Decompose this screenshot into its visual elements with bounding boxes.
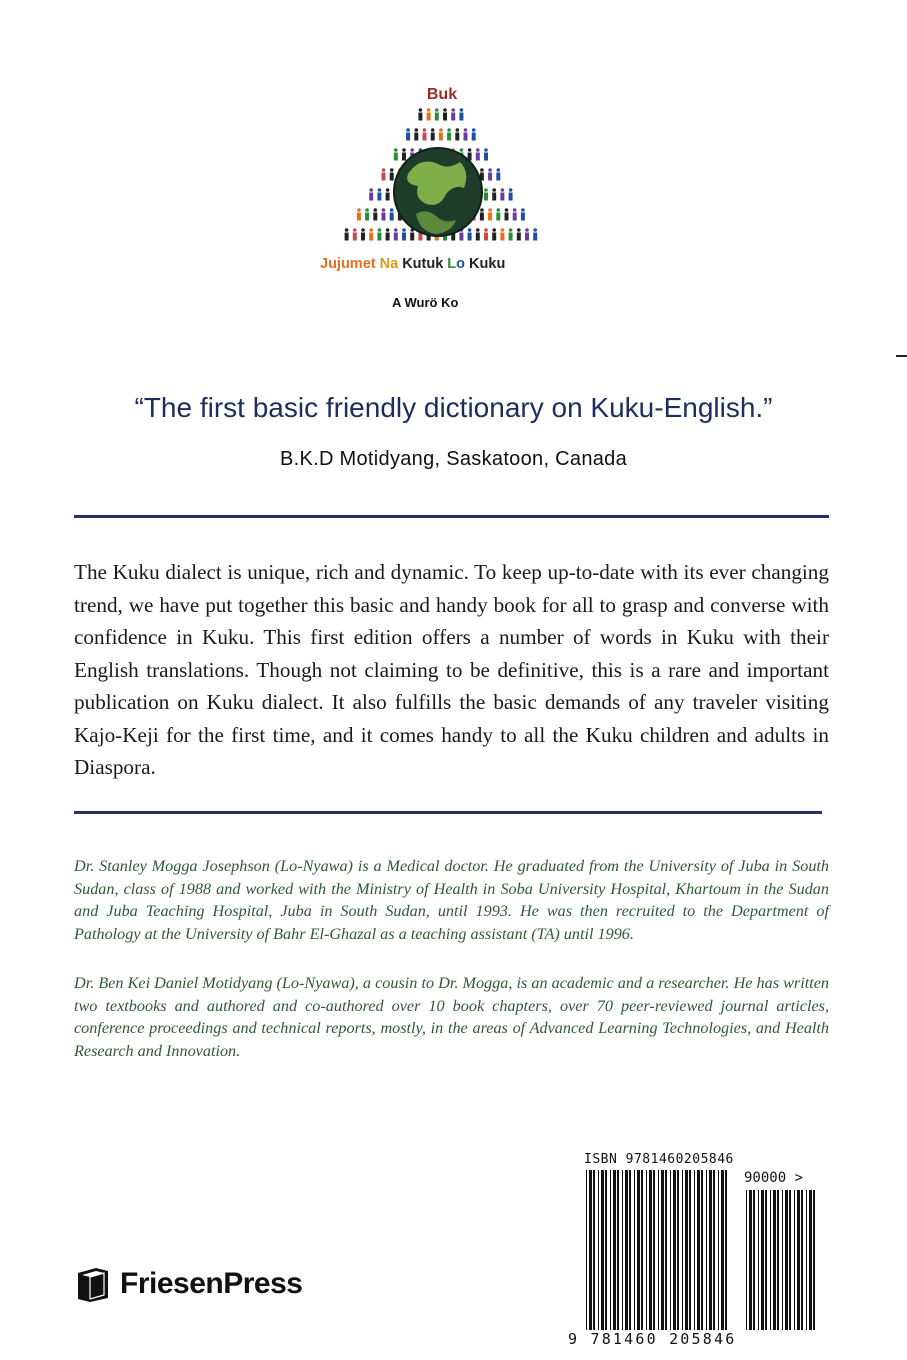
- people-pyramid-globe-icon: [320, 104, 564, 254]
- trim-mark: [896, 355, 907, 357]
- tagline-word: Kuku: [465, 256, 506, 272]
- series-logo: [320, 80, 590, 320]
- book-description: The Kuku dialect is unique, rich and dynamic. To keep up-to-date with its ever changing trend, we have put together this basic and handy book for all to grasp and converse with confidence in Kuku. This first edition offers a number of words in Kuku with their English translations. Though not claiming to be definitive, this is a rare and important publication on Kuku dialect. It also fulfills the basic demands of any traveler visiting Kajo-Keji for the first time, and it comes handy to all the Kuku children and adults in Diaspora.: [74, 560, 829, 779]
- price-code: 90000 >: [744, 1170, 804, 1186]
- logo-tagline: [320, 256, 590, 272]
- author-bio-mogga: Dr. Stanley Mogga Josephson (Lo-Nyawa) is a Medical doctor. He graduated from the University of Juba in South Sudan, class of 1988 and worked with the Ministry of Health in Soba University Hospital, Khartoum in the Sudan and Juba Teaching Hospital, Juba in South Sudan, until 1993. He was then recruited to the Department of Pathology at the University of Bahr El-Ghazal as a teaching assistant (TA) until 1996.: [74, 857, 829, 943]
- divider-top: [74, 515, 829, 518]
- isbn-label: ISBN 9781460205846: [584, 1152, 734, 1167]
- isbn-digits: 9 781460 205846: [568, 1330, 737, 1348]
- logo-subtag: A Wurö Ko: [392, 295, 459, 310]
- isbn-barcode: [584, 1170, 732, 1330]
- publisher-name: FriesenPress: [120, 1267, 303, 1300]
- tagline-word: Kutuk: [398, 256, 444, 272]
- tagline-word: L: [443, 256, 457, 272]
- tagline-word: o: [456, 256, 466, 272]
- price-barcode: [744, 1190, 816, 1330]
- tagline-word: Jujumet: [320, 256, 376, 272]
- tagline-word: Na: [375, 256, 399, 272]
- logo-title: Buk: [426, 86, 458, 103]
- book-icon: [74, 1265, 112, 1303]
- publisher-logo: [74, 1262, 302, 1306]
- quote-attribution: B.K.D Motidyang, Saskatoon, Canada: [279, 448, 628, 470]
- pull-quote: “The first basic friendly dictionary on Kuku-English.”: [134, 392, 773, 423]
- divider-bottom: [74, 811, 822, 814]
- author-bio-motidyang: Dr. Ben Kei Daniel Motidyang (Lo-Nyawa), a cousin to Dr. Mogga, is an academic and a researcher. He has written two textbooks and authored and co-authored over 10 book chapters, over 70 peer-reviewed journal articles, conference proceedings and technical reports, mostly, in the areas of Advanced Learning Technologies, and Health Research and Innovation.: [74, 974, 829, 1060]
